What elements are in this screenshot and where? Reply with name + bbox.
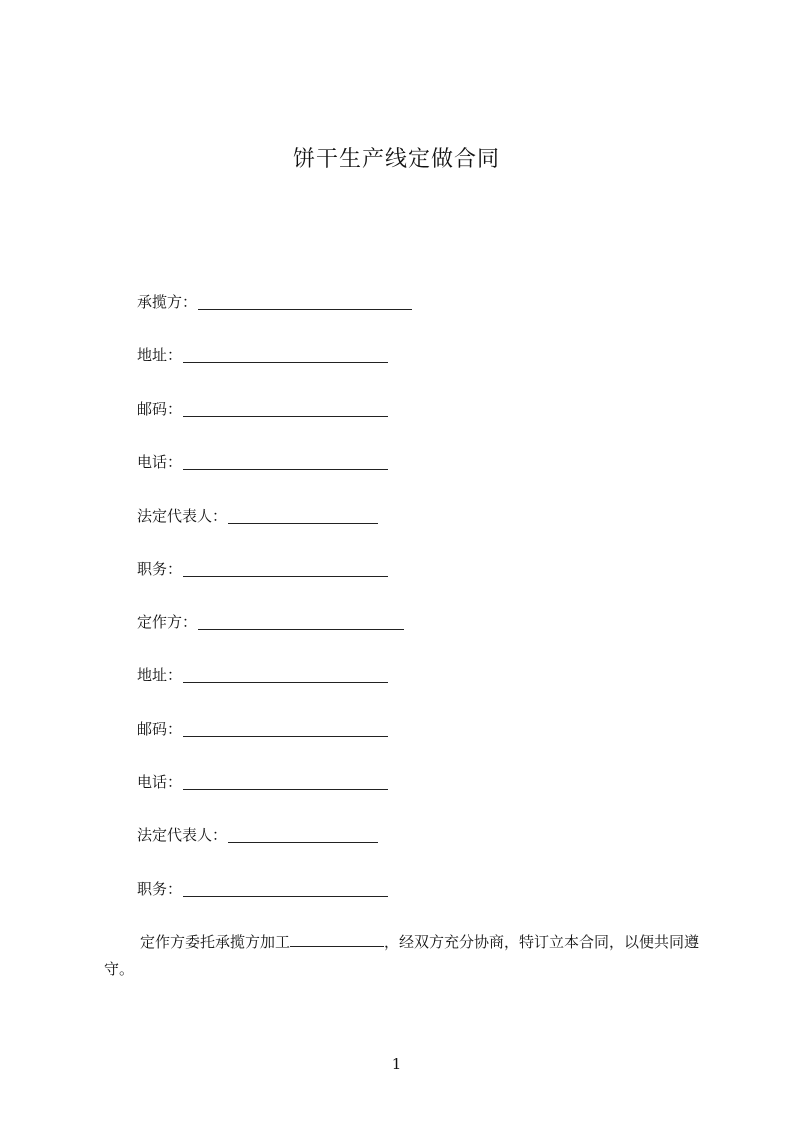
orderer-party-label: 定作方： bbox=[137, 613, 198, 631]
orderer-phone-label: 电话： bbox=[137, 773, 183, 791]
orderer-postcode-label: 邮码： bbox=[137, 720, 183, 738]
orderer-postcode-field bbox=[137, 719, 388, 739]
orderer-phone-field bbox=[137, 772, 388, 792]
processed-item-blank[interactable] bbox=[290, 932, 384, 947]
orderer-address-blank[interactable] bbox=[183, 666, 388, 683]
orderer-legal-rep-field bbox=[137, 825, 378, 845]
contractor-party-label: 承揽方： bbox=[137, 293, 198, 311]
contractor-position-label: 职务： bbox=[137, 560, 183, 578]
contractor-legal-rep-blank[interactable] bbox=[228, 507, 378, 524]
orderer-legal-rep-blank[interactable] bbox=[228, 826, 378, 843]
contractor-party-blank[interactable] bbox=[198, 293, 412, 310]
page-number: 1 bbox=[391, 1055, 402, 1073]
contractor-legal-rep-field bbox=[137, 506, 378, 526]
contractor-party-field bbox=[137, 292, 412, 312]
orderer-legal-rep-label: 法定代表人： bbox=[137, 826, 228, 844]
contractor-address-label: 地址： bbox=[137, 346, 183, 364]
contractor-position-field bbox=[137, 559, 388, 579]
contractor-position-blank[interactable] bbox=[183, 560, 388, 577]
contractor-postcode-label: 邮码： bbox=[137, 400, 183, 418]
contractor-phone-label: 电话： bbox=[137, 453, 183, 471]
contractor-phone-blank[interactable] bbox=[183, 453, 388, 470]
orderer-postcode-blank[interactable] bbox=[183, 720, 388, 737]
orderer-position-blank[interactable] bbox=[183, 880, 388, 897]
orderer-address-label: 地址： bbox=[137, 666, 183, 684]
intro-text-part2: ，经双方充分协商，特订立本合同，以便共同遵守。 bbox=[104, 933, 700, 978]
contractor-postcode-blank[interactable] bbox=[183, 400, 388, 417]
contractor-legal-rep-label: 法定代表人： bbox=[137, 507, 228, 525]
contractor-address-field bbox=[137, 345, 388, 365]
contractor-phone-field bbox=[137, 452, 388, 472]
contractor-postcode-field bbox=[137, 399, 388, 419]
orderer-address-field bbox=[137, 665, 388, 685]
contractor-address-blank[interactable] bbox=[183, 346, 388, 363]
orderer-position-field bbox=[137, 879, 388, 899]
document-title: 饼干生产线定做合同 bbox=[292, 147, 500, 172]
orderer-position-label: 职务： bbox=[137, 880, 183, 898]
intro-text-part1: 定作方委托承揽方加工 bbox=[140, 933, 291, 951]
orderer-party-field bbox=[137, 612, 404, 632]
orderer-party-blank[interactable] bbox=[198, 613, 404, 630]
orderer-phone-blank[interactable] bbox=[183, 773, 388, 790]
intro-paragraph bbox=[104, 929, 704, 983]
